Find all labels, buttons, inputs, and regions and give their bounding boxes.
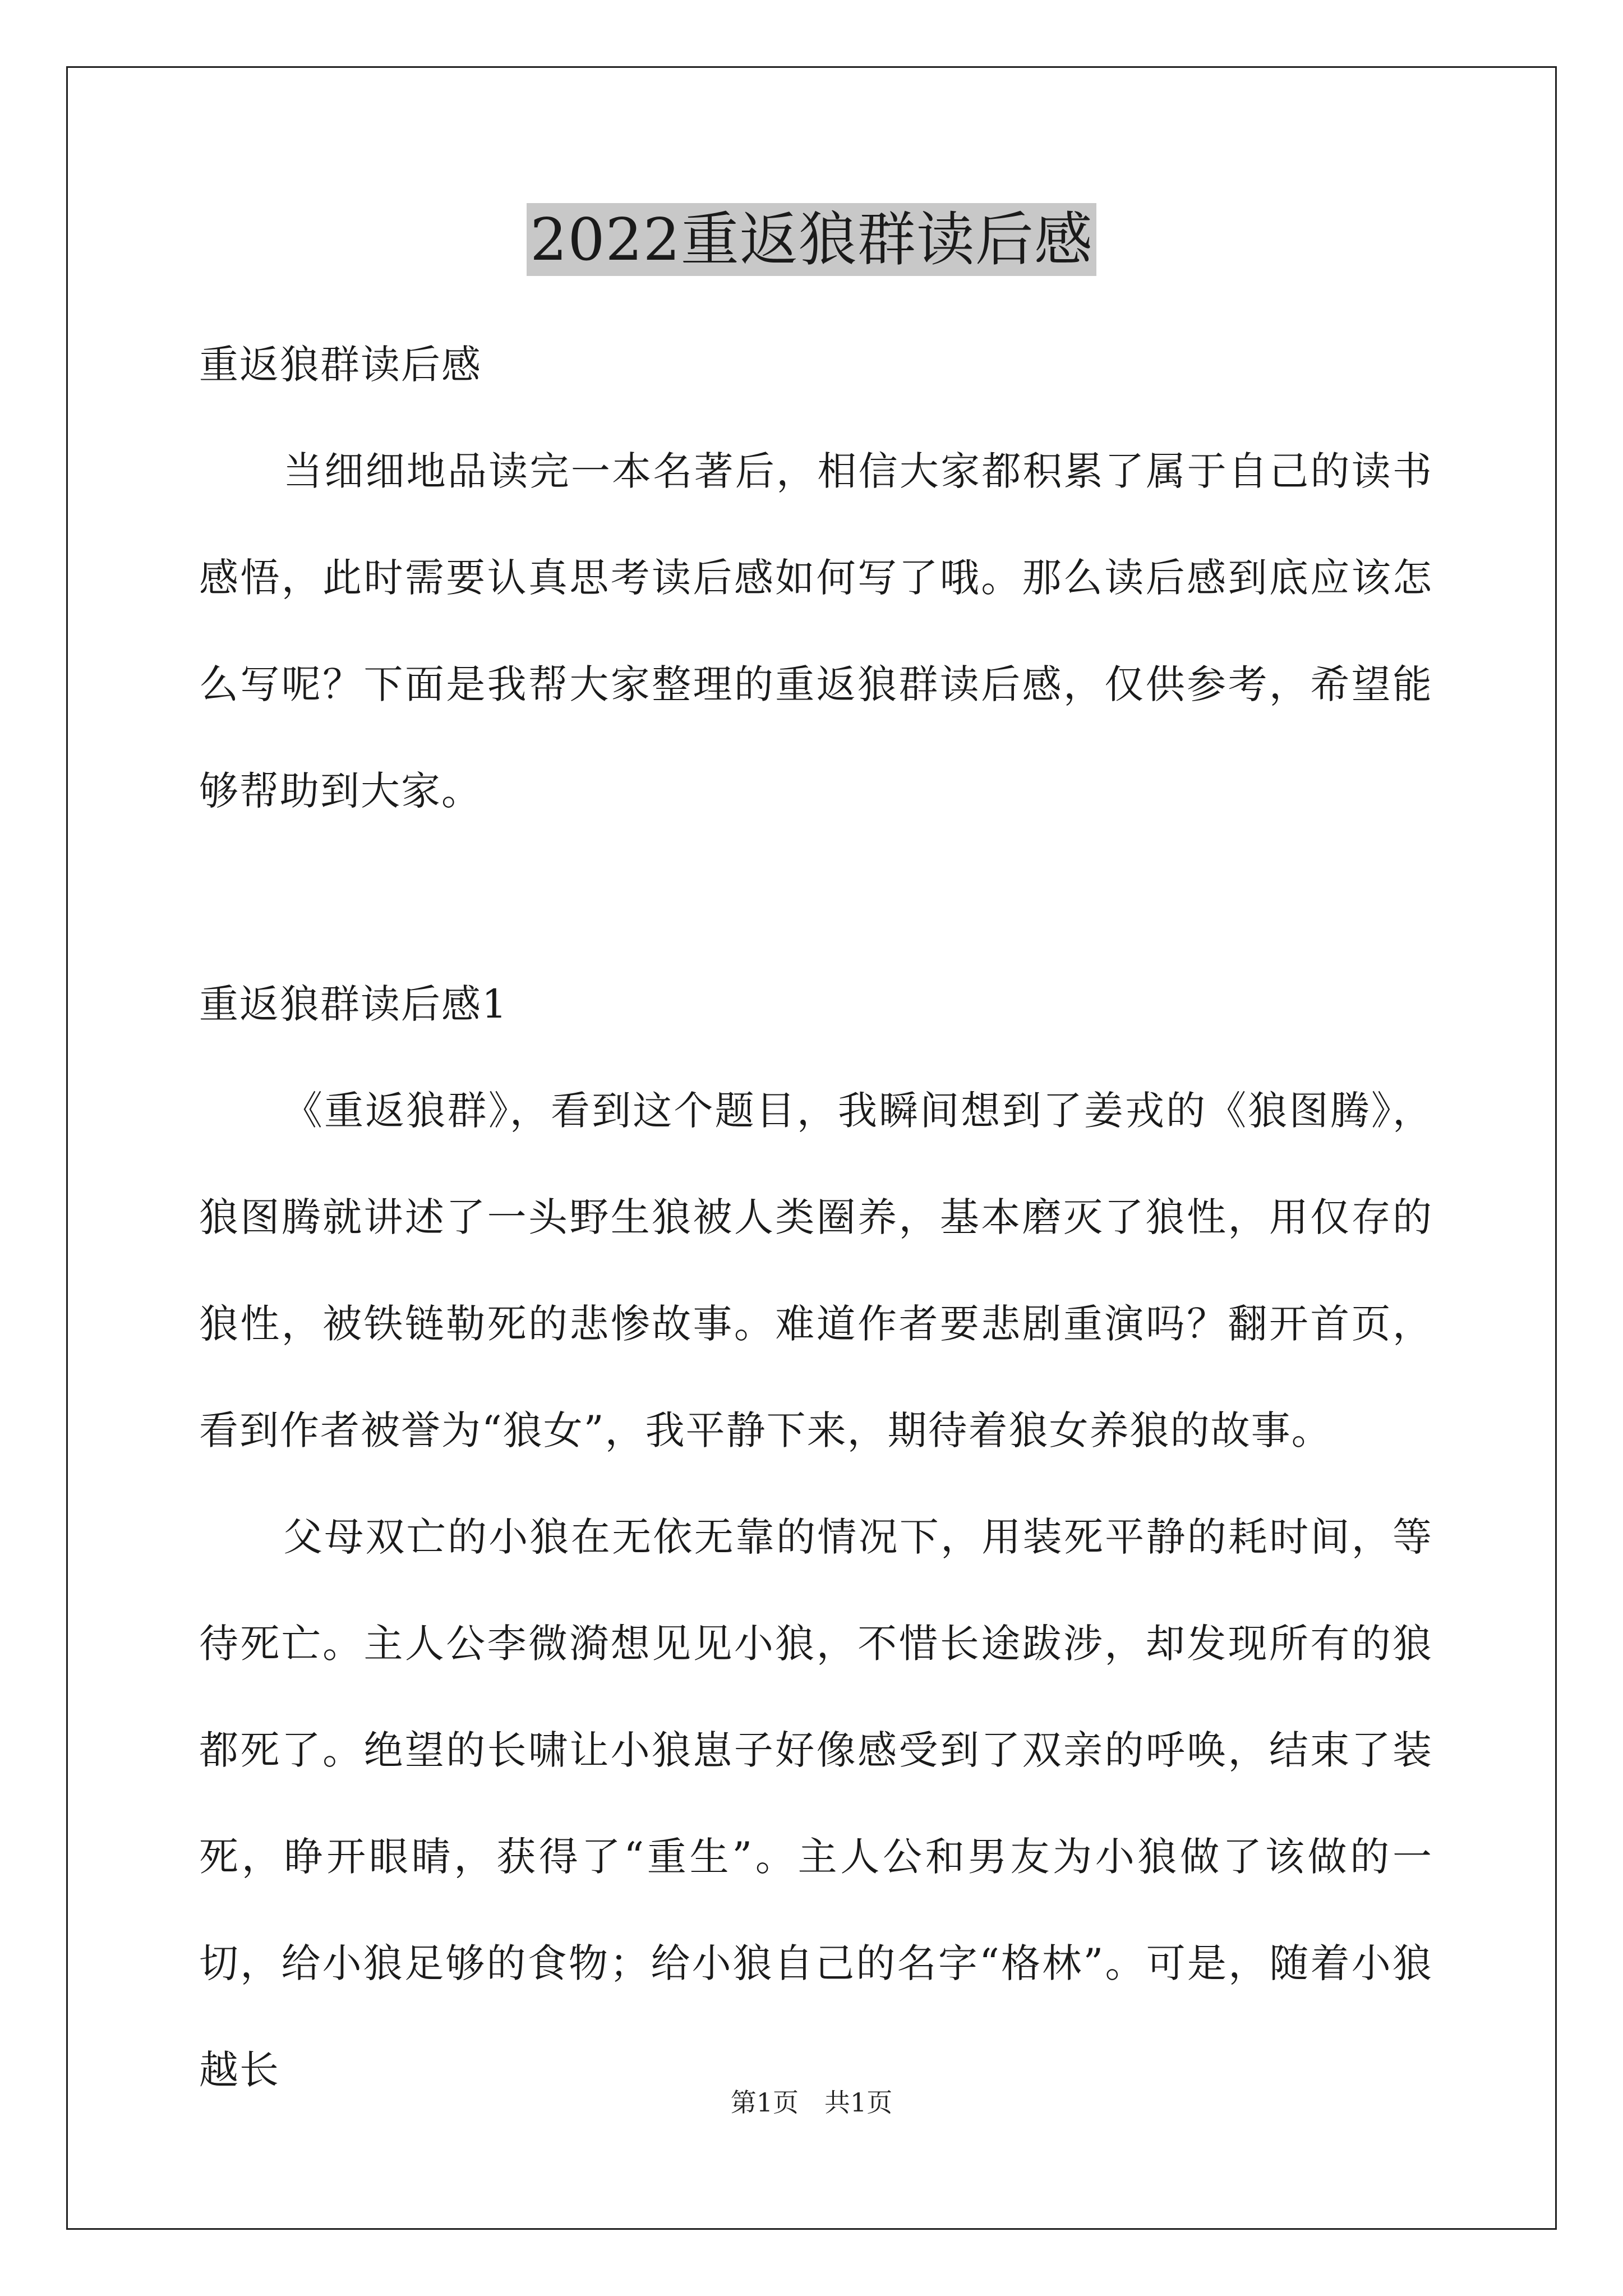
blank-line xyxy=(199,844,1433,951)
document-title xyxy=(0,203,1623,276)
page-number-footer: 第1页 共1页 xyxy=(730,2087,893,2118)
intro-paragraph: 当细细地品读完一本名著后，相信大家都积累了属于自己的读书感悟，此时需要认真思考读后感如何写了哦。那么读后感到底应该怎么写呢？下面是我帮大家整理的重返狼群读后感，仅供参考，希望能够帮助到大家。 xyxy=(199,448,1433,814)
document-title-text: 2022重返狼群读后感 xyxy=(527,203,1096,276)
section-heading: 重返狼群读后感1 xyxy=(199,981,508,1027)
document-body xyxy=(199,311,1433,2123)
section-paragraph: 《重返狼群》，看到这个题目，我瞬间想到了姜戎的《狼图腾》，狼图腾就讲述了一头野生狼被人类圈养，基本磨灭了狼性，用仅存的狼性，被铁链勒死的悲惨故事。难道作者要悲剧重演吗？翻开首页，看到作者被誉为“狼女”，我平静下来，期待着狼女养狼的故事。 xyxy=(199,1088,1433,1453)
section-paragraph: 父母双亡的小狼在无依无靠的情况下，用装死平静的耗时间，等待死亡。主人公李微漪想见见小狼，不惜长途跋涉，却发现所有的狼都死了。绝望的长啸让小狼崽子好像感受到了双亲的呼唤，结束了装死，睁开眼睛，获得了“重生”。主人公和男友为小狼做了该做的一切，给小狼足够的食物；给小狼自己的名字“格林”。可是，随着小狼越长 xyxy=(199,1514,1433,2093)
intro-heading: 重返狼群读后感 xyxy=(199,342,482,388)
